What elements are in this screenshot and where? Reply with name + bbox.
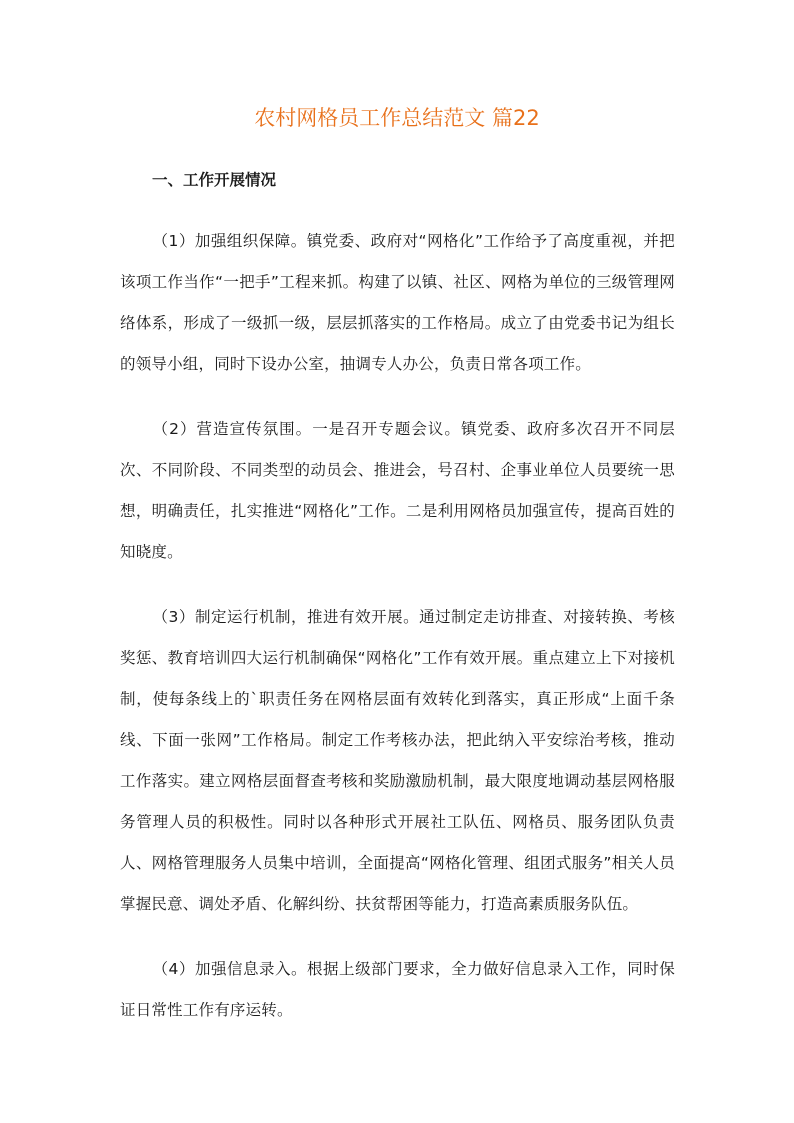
paragraph-information-entry: （4）加强信息录入。根据上级部门要求，全力做好信息录入工作，同时保证日常性工作有序运转。	[120, 960, 675, 1019]
section-heading: 一、工作开展情况	[152, 171, 277, 189]
paragraph-organization: （1）加强组织保障。镇党委、政府对“网格化”工作给予了高度重视，并把该项工作当作“一把手”工程来抓。构建了以镇、社区、网格为单位的三级管理网络体系，形成了一级抓一级，层层抓落实的工作格局。成立了由党委书记为组长的领导小组，同时下设办公室，抽调专人办公，负责日常各项工作。	[120, 232, 675, 373]
document-title: 农村网格员工作总结范文 篇22	[254, 106, 540, 130]
paragraph-mechanism: （3）制定运行机制，推进有效开展。通过制定走访排查、对接转换、考核奖惩、教育培训四大运行机制确保“网格化”工作有效开展。重点建立上下对接机制，使每条线上的`职责任务在网格层面有效转化到落实，真正形成“上面千条线、下面一张网”工作格局。制定工作考核办法，把此纳入平安综治考核，推动工作落实。建立网格层面督查考核和奖励激励机制，最大限度地调动基层网格服务管理人员的积极性。同时以各种形式开展社工队伍、网格员、服务团队负责人、网格管理服务人员集中培训，全面提高“网格化管理、组团式服务”相关人员掌握民意、调处矛盾、化解纠纷、扶贫帮困等能力，打造高素质服务队伍。	[120, 608, 675, 913]
paragraph-publicity: （2）营造宣传氛围。一是召开专题会议。镇党委、政府多次召开不同层次、不同阶段、不同类型的动员会、推进会，号召村、企事业单位人员要统一思想，明确责任，扎实推进“网格化”工作。二是利用网格员加强宣传，提高百姓的知晓度。	[120, 420, 675, 561]
